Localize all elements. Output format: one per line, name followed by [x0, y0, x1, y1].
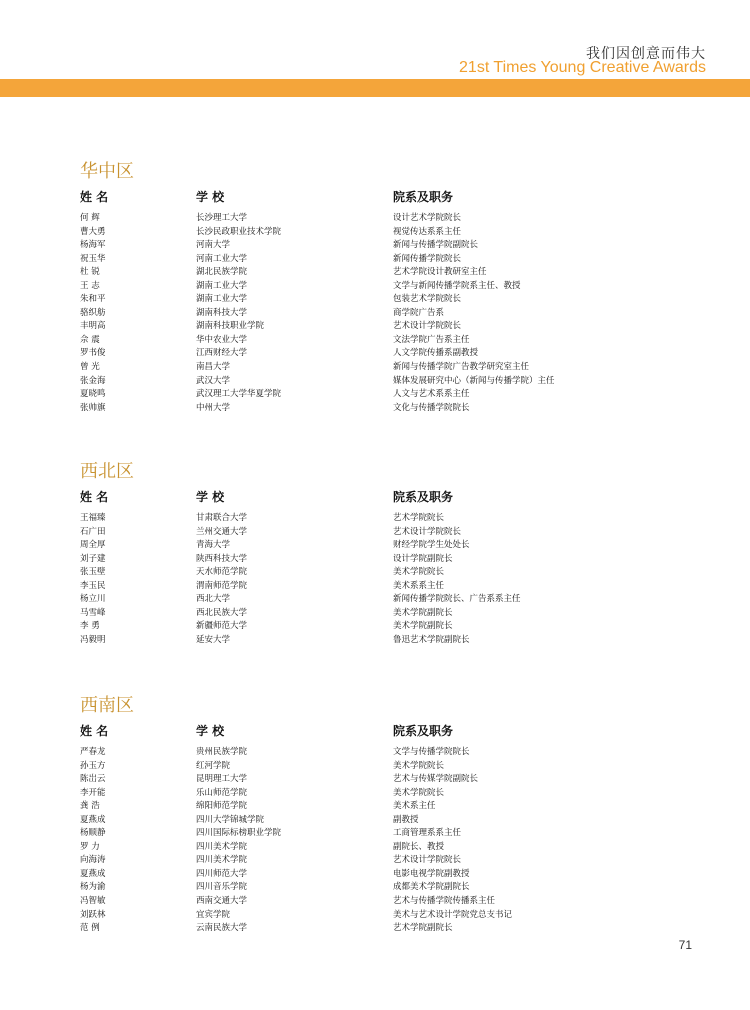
- section-title: 华中区: [80, 161, 134, 182]
- member-name: 杨立川: [80, 594, 106, 605]
- member-row: [80, 841, 700, 855]
- member-row: [80, 760, 700, 774]
- member-name: 冯毅明: [80, 634, 106, 645]
- member-name: 王 志: [80, 280, 100, 291]
- member-position: 艺术学院院长: [393, 513, 445, 523]
- member-position: 人文学院传播系副教授: [393, 348, 479, 359]
- member-row: [80, 922, 700, 936]
- member-row: [80, 226, 700, 240]
- member-position: 艺术设计学院院长: [393, 321, 462, 332]
- member-position: 设计艺术学院院长: [393, 213, 462, 223]
- column-header-position: 院系及职务: [393, 724, 454, 738]
- member-school: 延安大学: [196, 634, 231, 645]
- member-name: 何 辉: [80, 213, 100, 223]
- column-header-row: [80, 488, 700, 508]
- member-position: 媒体发展研究中心（新闻与传播学院）主任: [393, 375, 555, 386]
- member-row: [80, 280, 700, 294]
- member-school: 天水师范学院: [196, 567, 248, 578]
- member-name: 刘跃林: [80, 909, 106, 920]
- member-row: [80, 253, 700, 267]
- member-row: [80, 526, 700, 540]
- member-school: 甘肃联合大学: [196, 513, 248, 523]
- member-school: 河南大学: [196, 240, 231, 251]
- member-school: 四川音乐学院: [196, 882, 248, 893]
- member-list: [80, 212, 700, 415]
- member-school: 四川师范大学: [196, 868, 248, 879]
- header-orange-band: [0, 79, 750, 97]
- member-position: 文化与传播学院院长: [393, 402, 470, 413]
- member-school: 华中农业大学: [196, 334, 248, 345]
- column-header-school: 学 校: [196, 724, 225, 738]
- member-row: [80, 881, 700, 895]
- member-position: 人文与艺术系系主任: [393, 389, 470, 400]
- member-name: 张帅旗: [80, 402, 106, 413]
- member-row: [80, 388, 700, 402]
- member-name: 曾 光: [80, 362, 100, 373]
- column-header-row: [80, 188, 700, 208]
- column-header-position: 院系及职务: [393, 190, 454, 204]
- member-school: 西北大学: [196, 594, 231, 605]
- member-row: [80, 512, 700, 526]
- member-school: 渭南师范学院: [196, 580, 248, 591]
- member-school: 四川美术学院: [196, 841, 248, 852]
- member-position: 鲁迅艺术学院副院长: [393, 634, 470, 645]
- column-header-name: 姓 名: [80, 724, 109, 738]
- member-row: [80, 580, 700, 594]
- member-name: 佘 震: [80, 334, 100, 345]
- member-position: 文法学院广告系主任: [393, 334, 470, 345]
- page-number: 71: [678, 938, 692, 952]
- member-row: [80, 909, 700, 923]
- member-name: 罗书俊: [80, 348, 106, 359]
- section-title: 西南区: [80, 695, 134, 716]
- member-row: [80, 375, 700, 389]
- member-school: 西南交通大学: [196, 896, 248, 907]
- member-name: 祝玉华: [80, 253, 106, 264]
- member-position: 电影电视学院副教授: [393, 868, 470, 879]
- member-position: 美术学院院长: [393, 787, 445, 798]
- column-header-school: 学 校: [196, 490, 225, 504]
- member-school: 西北民族大学: [196, 607, 248, 618]
- member-row: [80, 800, 700, 814]
- member-name: 冯智敏: [80, 896, 106, 907]
- member-name: 杨为渝: [80, 882, 106, 893]
- member-name: 向海涛: [80, 855, 106, 866]
- member-school: 新疆师范大学: [196, 621, 248, 632]
- column-header-row: [80, 722, 700, 742]
- member-school: 陕西科技大学: [196, 553, 248, 564]
- member-school: 乐山师范学院: [196, 787, 248, 798]
- member-position: 艺术设计学院院长: [393, 526, 462, 537]
- member-name: 李玉民: [80, 580, 106, 591]
- member-position: 设计学院副院长: [393, 553, 453, 564]
- member-name: 夏燕成: [80, 868, 106, 879]
- member-row: [80, 634, 700, 648]
- column-header-school: 学 校: [196, 190, 225, 204]
- member-position: 新闻传播学院院长: [393, 253, 462, 264]
- member-name: 杨顺静: [80, 828, 106, 839]
- member-row: [80, 402, 700, 416]
- member-position: 艺术与传播学院传播系主任: [393, 896, 496, 907]
- member-position: 副教授: [393, 814, 419, 825]
- section-northwest: [80, 460, 700, 647]
- member-position: 美术系系主任: [393, 580, 445, 591]
- member-position: 艺术设计学院院长: [393, 855, 462, 866]
- member-position: 美术学院副院长: [393, 607, 453, 618]
- member-name: 李 勇: [80, 621, 100, 632]
- member-position: 商学院广告系: [393, 307, 445, 318]
- member-school: 红河学院: [196, 760, 231, 771]
- member-row: [80, 814, 700, 828]
- member-school: 昆明理工大学: [196, 774, 248, 785]
- member-row: [80, 746, 700, 760]
- member-row: [80, 239, 700, 253]
- member-school: 中州大学: [196, 402, 231, 413]
- member-name: 朱和平: [80, 294, 106, 305]
- member-name: 曹大勇: [80, 226, 106, 237]
- member-school: 贵州民族学院: [196, 747, 248, 757]
- member-name: 周全厚: [80, 540, 106, 551]
- section-southwest: [80, 694, 700, 936]
- member-row: [80, 266, 700, 280]
- member-name: 杨海军: [80, 240, 106, 251]
- member-name: 李开能: [80, 787, 106, 798]
- member-position: 美术学院副院长: [393, 621, 453, 632]
- member-school: 南昌大学: [196, 362, 231, 373]
- member-row: [80, 307, 700, 321]
- member-position: 新闻与传播学院副院长: [393, 240, 479, 251]
- member-name: 张玉壁: [80, 567, 106, 578]
- member-school: 绵阳师范学院: [196, 801, 248, 812]
- member-position: 视觉传达系系主任: [393, 226, 462, 237]
- member-row: [80, 566, 700, 580]
- member-name: 孙玉方: [80, 760, 106, 771]
- member-position: 包装艺术学院院长: [393, 294, 462, 305]
- member-name: 丰明高: [80, 321, 106, 332]
- member-school: 湖南工业大学: [196, 294, 248, 305]
- member-row: [80, 212, 700, 226]
- member-row: [80, 868, 700, 882]
- member-row: [80, 620, 700, 634]
- member-row: [80, 553, 700, 567]
- member-position: 新闻与传播学院广告教学研究室主任: [393, 362, 530, 373]
- member-position: 艺术学院副院长: [393, 923, 453, 934]
- header-chinese-title: 我们因创意而伟大: [586, 46, 706, 62]
- member-name: 张金海: [80, 375, 106, 386]
- column-header-position: 院系及职务: [393, 490, 454, 504]
- member-school: 湖北民族学院: [196, 267, 248, 278]
- member-school: 长沙民政职业技术学院: [196, 226, 282, 237]
- member-name: 石广田: [80, 526, 106, 537]
- member-position: 美术系主任: [393, 801, 436, 812]
- member-position: 美术学院院长: [393, 567, 445, 578]
- member-position: 新闻传播学院院长、广告系系主任: [393, 594, 521, 605]
- member-school: 四川国际标榜职业学院: [196, 828, 282, 839]
- member-row: [80, 539, 700, 553]
- member-list: [80, 512, 700, 647]
- member-school: 湖南科技职业学院: [196, 321, 265, 332]
- member-school: 四川大学锦城学院: [196, 814, 265, 825]
- member-name: 刘子建: [80, 553, 106, 564]
- member-position: 艺术与传媒学院副院长: [393, 774, 479, 785]
- member-name: 王福臻: [80, 513, 106, 523]
- member-position: 副院长、教授: [393, 841, 445, 852]
- member-position: 财经学院学生处处长: [393, 540, 470, 551]
- member-row: [80, 854, 700, 868]
- member-name: 马雪峰: [80, 607, 106, 618]
- member-school: 四川美术学院: [196, 855, 248, 866]
- member-row: [80, 293, 700, 307]
- header-english-title: 21st Times Young Creative Awards: [459, 59, 706, 76]
- member-school: 武汉理工大学华夏学院: [196, 389, 282, 400]
- member-school: 湖南科技大学: [196, 307, 248, 318]
- member-row: [80, 773, 700, 787]
- member-name: 骆织舫: [80, 307, 106, 318]
- member-school: 湖南工业大学: [196, 280, 248, 291]
- member-name: 严春龙: [80, 747, 106, 757]
- member-name: 龚 浩: [80, 801, 100, 812]
- section-title: 西北区: [80, 461, 134, 482]
- member-school: 江西财经大学: [196, 348, 248, 359]
- member-name: 杜 锐: [80, 267, 100, 278]
- member-name: 夏燕成: [80, 814, 106, 825]
- member-position: 文学与新闻传播学院系主任、教授: [393, 280, 521, 291]
- member-row: [80, 787, 700, 801]
- member-row: [80, 607, 700, 621]
- member-school: 宜宾学院: [196, 909, 231, 920]
- member-name: 陈岀云: [80, 774, 106, 785]
- member-position: 艺术学院设计教研室主任: [393, 267, 487, 278]
- member-list: [80, 746, 700, 936]
- member-position: 美术与艺术设计学院党总支书记: [393, 909, 513, 920]
- member-row: [80, 827, 700, 841]
- section-central-china: [80, 160, 700, 415]
- member-name: 罗 力: [80, 841, 100, 852]
- member-row: [80, 347, 700, 361]
- member-school: 青海大学: [196, 540, 231, 551]
- column-header-name: 姓 名: [80, 490, 109, 504]
- member-row: [80, 361, 700, 375]
- member-position: 成都美术学院副院长: [393, 882, 470, 893]
- member-school: 兰州交通大学: [196, 526, 248, 537]
- member-position: 美术学院院长: [393, 760, 445, 771]
- member-school: 长沙理工大学: [196, 213, 248, 223]
- member-school: 云南民族大学: [196, 923, 248, 934]
- member-name: 夏晓鸣: [80, 389, 106, 400]
- member-position: 工商管理系系主任: [393, 828, 462, 839]
- member-position: 文学与传播学院院长: [393, 747, 470, 757]
- member-row: [80, 895, 700, 909]
- member-row: [80, 593, 700, 607]
- member-row: [80, 320, 700, 334]
- member-school: 河南工业大学: [196, 253, 248, 264]
- column-header-name: 姓 名: [80, 190, 109, 204]
- member-school: 武汉大学: [196, 375, 231, 386]
- member-name: 范 例: [80, 923, 100, 934]
- member-row: [80, 334, 700, 348]
